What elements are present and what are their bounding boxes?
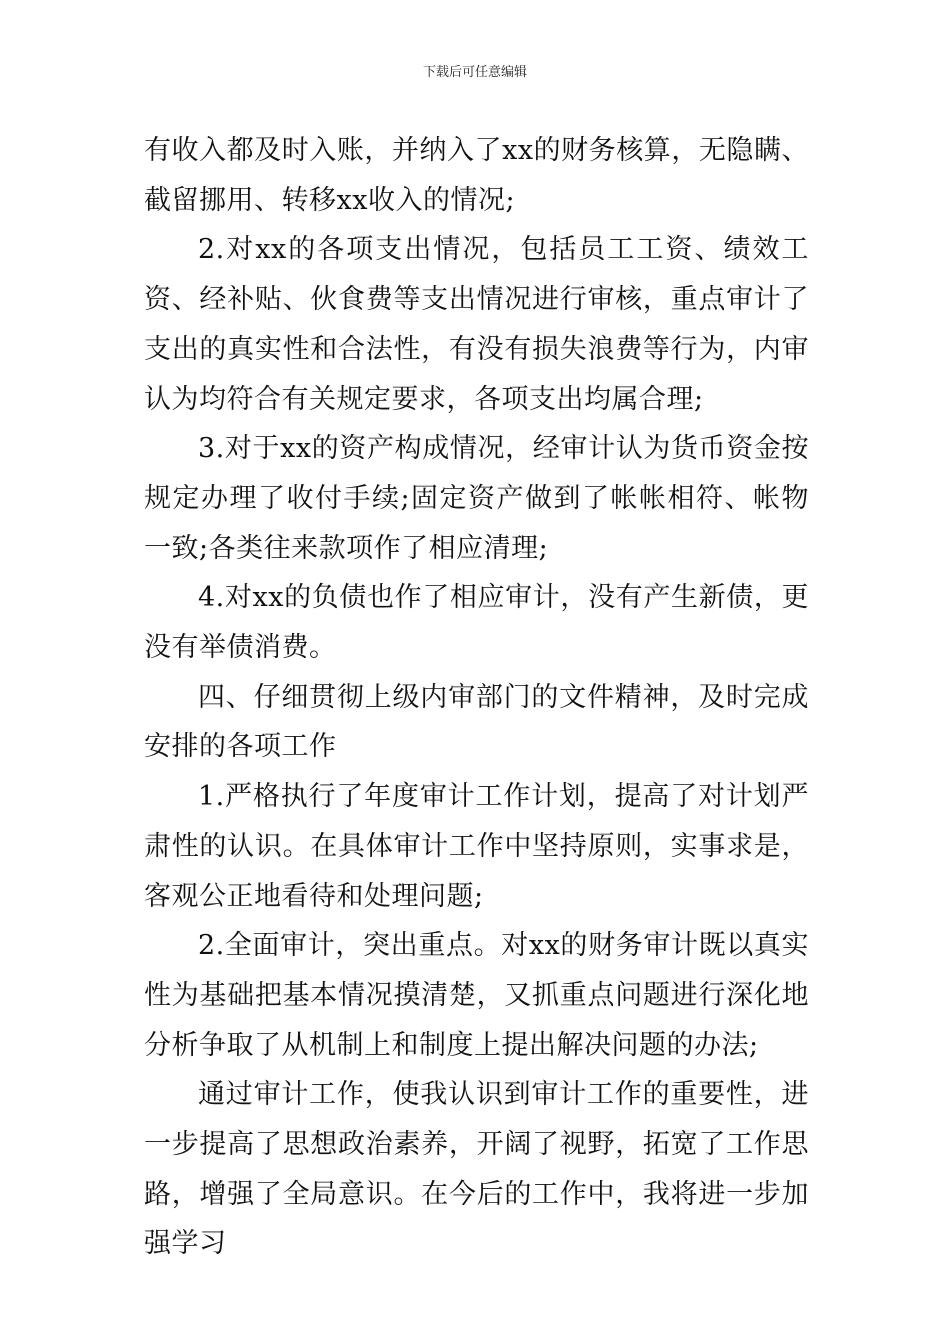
paragraph-liabilities: 4.对xx的负债也作了相应审计，没有产生新债，更没有举债消费。 [144,582,809,664]
paragraph-expenditure: 2.对xx的各项支出情况，包括员工工资、绩效工资、经补贴、伙食费等支出情况进行审核，重点审计了支出的真实性和合法性，有没有损失浪费等行为，内审认为均符合有关规定要求，各项支出均属合理; [144,234,809,415]
paragraph-conclusion: 通过审计工作，使我认识到审计工作的重要性，进一步提高了思想政治素养，开阔了视野，拓宽了工作思路，增强了全局意识。在今后的工作中，我将进一步加强学习 [144,1079,809,1260]
document-body [144,126,809,1269]
paragraph-income: 有收入都及时入账，并纳入了xx的财务核算，无隐瞒、截留挪用、转移xx收入的情况; [144,135,809,216]
paragraph-comprehensive-audit: 2.全面审计，突出重点。对xx的财务审计既以真实性为基础把基本情况摸清楚，又抓重点问题进行深化地分析争取了从机制上和制度上提出解决问题的办法; [144,930,809,1061]
page-header: 下载后可任意编辑 [422,65,527,80]
section-heading-four: 四、仔细贯彻上级内审部门的文件精神，及时完成安排的各项工作 [144,681,809,763]
paragraph-audit-plan: 1.严格执行了年度审计工作计划，提高了对计划严肃性的认识。在具体审计工作中坚持原则，实事求是，客观公正地看待和处理问题; [144,781,809,912]
paragraph-assets: 3.对于xx的资产构成情况，经审计认为货币资金按规定办理了收付手续;固定资产做到了帐帐相符、帐物一致;各类往来款项作了相应清理; [144,433,809,564]
